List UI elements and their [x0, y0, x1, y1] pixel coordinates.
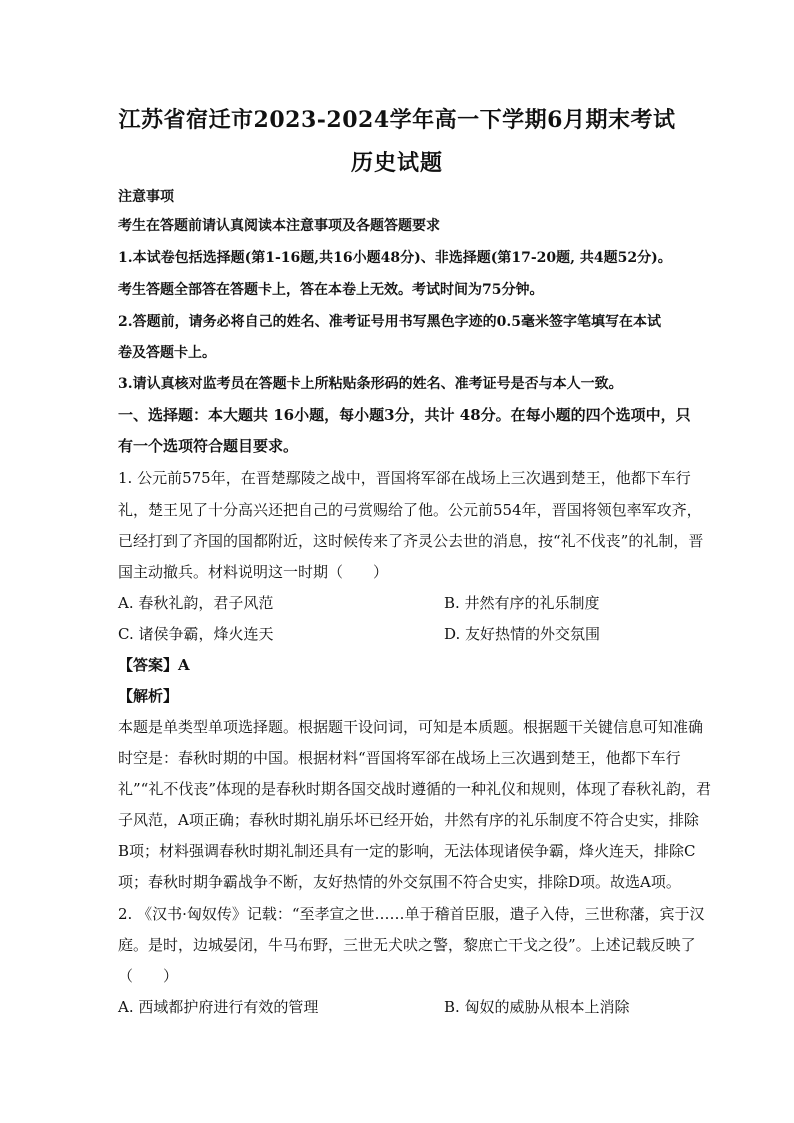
q1-option-c: C. 诸侯争霸，烽火连天 [118, 625, 274, 643]
q1-stem-line-2: 礼，楚王见了十分高兴还把自己的弓赏赐给了他。公元前554年，晋国将领包率军攻齐， [118, 501, 702, 519]
q1-answer: 【答案】A [118, 656, 190, 674]
q1-analysis-line-2: 时空是：春秋时期的中国。根据材料“晋国将军郤在战场上三次遇到楚王，他都下车行 [118, 749, 681, 767]
q1-stem-line-4: 国主动撤兵。材料说明这一时期（ ） [118, 563, 389, 581]
q1-option-d: D. 友好热情的外交氛围 [444, 625, 601, 643]
q1-analysis-line-6: 项；春秋时期争霸战争不断，友好热情的外交氛围不符合史实，排除D项。故选A项。 [118, 873, 681, 891]
q2-option-b: B. 匈奴的威胁从根本上消除 [444, 998, 630, 1016]
notice-intro: 考生在答题前请认真阅读本注意事项及各题答题要求 [118, 218, 440, 234]
notice-heading: 注意事项 [118, 189, 174, 205]
notice-item-3: 3.请认真核对监考员在答题卡上所粘贴条形码的姓名、准考证号是否与本人一致。 [118, 376, 623, 392]
section-1-line-2: 有一个选项符合题目要求。 [118, 437, 299, 455]
q1-analysis-line-3: 礼”“礼不伐丧”体现的是春秋时期各国交战时遵循的一种礼仪和规则，体现了春秋礼韵，君 [118, 780, 712, 798]
q2-stem-line-2: 庭。是时，边城晏闭，牛马布野，三世无犬吠之警，黎庶亡干戈之役”。上述记载反映了 [118, 936, 696, 954]
q1-analysis-line-4: 子风范，A项正确；春秋时期礼崩乐坏已经开始，井然有序的礼乐制度不符合史实，排除 [118, 811, 699, 829]
q2-option-a: A. 西域都护府进行有效的管理 [118, 998, 319, 1016]
section-1-line-1: 一、选择题：本大题共 16小题，每小题3分，共计 48分。在每小题的四个选项中，只 [118, 406, 691, 424]
notice-item-1-line-1: 1.本试卷包括选择题(第1-16题,共16小题48分)、非选择题(第17-20题, 共4题52分)。 [118, 250, 672, 266]
q1-option-a: A. 春秋礼韵，君子风范 [118, 594, 274, 612]
q1-analysis-line-1: 本题是单类型单项选择题。根据题干设问词，可知是本质题。根据题干关键信息可知准确 [118, 718, 704, 736]
document-title: 江苏省宿迁市2023-2024学年高一下学期6月期末考试 [118, 107, 676, 133]
q2-stem-line-1: 2. 《汉书·匈奴传》记载：“至孝宣之世……单于稽首臣服，遣子入侍，三世称藩，宾于汉 [118, 905, 705, 923]
q2-stem-line-3: （ ） [118, 967, 179, 985]
q1-stem-line-3: 已经打到了齐国的国都附近，这时候传来了齐灵公去世的消息，按“礼不伐丧”的礼制，晋 [118, 532, 704, 550]
notice-item-1-line-2: 考生答题全部答在答题卡上，答在本卷上无效。考试时间为75分钟。 [118, 282, 544, 298]
document-subtitle: 历史试题 [350, 150, 443, 176]
q1-option-b: B. 井然有序的礼乐制度 [444, 594, 600, 612]
q1-stem-line-1: 1. 公元前575年，在晋楚鄢陵之战中，晋国将军郤在战场上三次遇到楚王，他都下车行 [118, 469, 691, 487]
q1-analysis-line-5: B项；材料强调春秋时期礼制还具有一定的影响，无法体现诸侯争霸，烽火连天，排除C [118, 842, 696, 860]
q1-analysis-heading: 【解析】 [118, 687, 179, 705]
notice-item-2-line-1: 2.答题前，请务必将自己的姓名、准考证号用书写黑色字迹的0.5毫米签字笔填写在本试 [118, 314, 661, 330]
notice-item-2-line-2: 卷及答题卡上。 [118, 345, 216, 361]
